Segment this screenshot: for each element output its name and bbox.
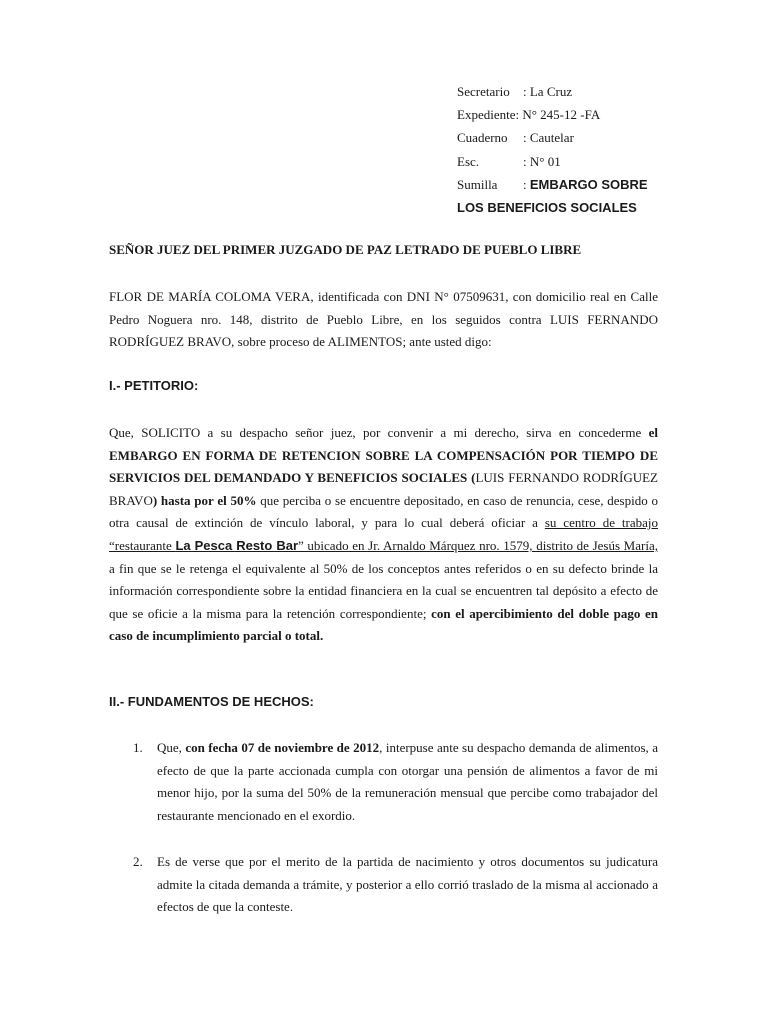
sumilla-title: EMBARGO SOBRE (529, 176, 648, 192)
header-value: : N° 01 (523, 153, 561, 169)
header-row-secretario (457, 80, 648, 103)
header-row-esc (457, 150, 648, 173)
list-item-text (157, 737, 658, 827)
header-key: Sumilla (457, 176, 498, 192)
header-value-prefix: : (523, 176, 530, 192)
list-number: 2. (133, 854, 143, 869)
header-key: Cuaderno (457, 130, 508, 146)
petitorio-text: que perciba o se encuentre depositado, en caso de renuncia, cese, despido o otra causal de extinción de vínculo laboral, y para lo cual deberá oficiar a (109, 492, 658, 531)
list-item (109, 851, 658, 919)
header-row-expediente (457, 103, 648, 126)
petitorio-bold: con el apercibimiento del doble pago en caso de incumplimiento parcial o total. (109, 605, 658, 644)
header-value: : Cautelar (523, 130, 574, 146)
list-item (109, 737, 658, 827)
petitorio-underlined: su centro de trabajo “restaurante (109, 515, 658, 553)
section-heading-petitorio: I.- PETITORIO: (109, 378, 199, 393)
list-item-text: Es de verse que por el merito de la partida de nacimiento y otros documentos su judicatura admite la citada demanda a trámite, y posterior a ello corrió traslado de la misma al accionado a efectos de que la conteste. (157, 854, 658, 915)
petitorio-text: Que, SOLICITO a su despacho señor juez, por convenir a mi derecho, sirva en concederme (109, 425, 649, 440)
petitorio-text: a fin que se le retenga el equivalente al 50% de los conceptos antes referidos o en su defecto brinde la información correspondiente sobre la entidad financiera en la cual se encuentren tal depósito a efecto de que se oficie a la misma para la retención correspondiente; (109, 560, 658, 621)
petitorio-bold: el EMBARGO EN FORMA DE RETENCION SOBRE LA COMPENSACIÓN POR TIEMPO DE SERVICIOS DEL DEMANDADO Y BENEFICIOS SOCIALES ( (109, 425, 658, 486)
petitorio-underlined: ” ubicado en Jr. Arnaldo Márquez nro. 1579, distrito de Jesús María, (298, 537, 658, 553)
item-text: , interpuse ante su despacho demanda de alimentos, a efecto de que la parte accionada cumpla con otorgar una pensión de alimentos a favor de mi menor hijo, por la suma del 50% de la remuneración mensual que percibe como trabajador del restaurante mencionado en el exordio. (157, 740, 658, 823)
header-value: : N° 245-12 -FA (515, 107, 601, 123)
item-bold: con fecha 07 de noviembre de 2012 (185, 740, 380, 755)
petitorio-paragraph (109, 422, 658, 648)
section-heading-fundamentos: II.- FUNDAMENTOS DE HECHOS: (109, 694, 314, 709)
addressee-line: SEÑOR JUEZ DEL PRIMER JUZGADO DE PAZ LETRADO DE PUEBLO LIBRE (109, 242, 582, 257)
list-number: 1. (133, 740, 143, 755)
petitorio-bold: ) hasta por el 50% (152, 492, 257, 508)
header-row-sumilla (457, 173, 648, 196)
case-header (457, 80, 648, 219)
petitorio-text: LUIS FERNANDO RODRÍGUEZ BRAVO (109, 470, 658, 508)
intro-paragraph: FLOR DE MARÍA COLOMA VERA, identificada con DNI N° 07509631, con domicilio real en Calle Pedro Noguera nro. 148, distrito de Pueblo Libre, en los seguidos contra LUIS FERNANDO RODRÍGUEZ BRAVO, sobre proceso de ALIMENTOS; ante usted digo: (109, 289, 658, 350)
header-value: : La Cruz (523, 84, 573, 99)
item-text: Que, (157, 740, 186, 755)
header-key: Esc. (457, 153, 480, 169)
header-key: Secretario (457, 84, 510, 99)
sumilla-title-line2: LOS BENEFICIOS SOCIALES (457, 200, 637, 216)
header-row-cuaderno (457, 126, 648, 149)
restaurant-name: La Pesca Resto Bar (175, 537, 299, 553)
header-key: Expediente (457, 107, 516, 123)
